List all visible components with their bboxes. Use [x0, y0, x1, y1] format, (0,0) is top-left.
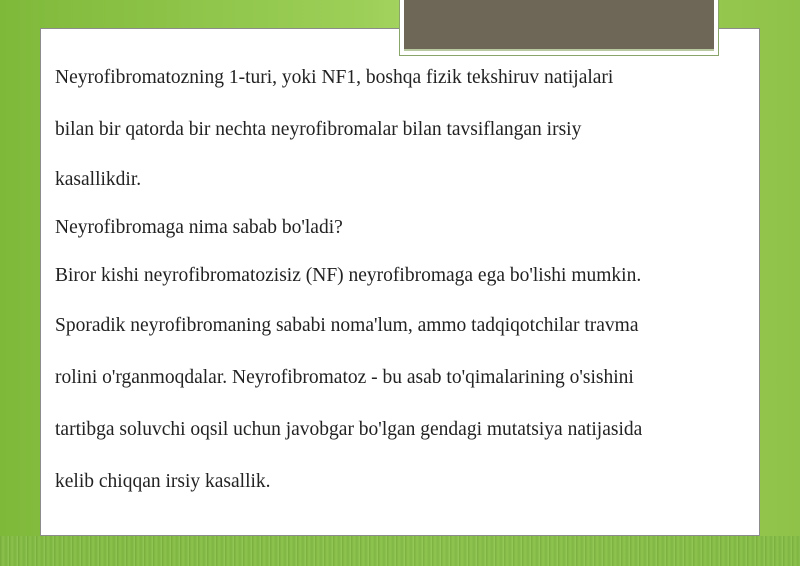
title-bar [404, 0, 714, 51]
text-line-5: Biror kishi neyrofibromatozisiz (NF) neyrofibromaga ega bo'lishi mumkin. [55, 265, 642, 286]
question-heading: Neyrofibromaga nima sabab bo'ladi? [55, 217, 343, 238]
background-bottom-band [0, 536, 800, 566]
text-line-1: Neyrofibromatozning 1-turi, yoki NF1, boshqa fizik tekshiruv natijalari [55, 67, 614, 88]
text-line-8: tartibga soluvchi oqsil uchun javobgar bo'lgan gendagi mutatsiya natijasida [55, 419, 643, 440]
text-line-3: kasallikdir. [55, 169, 142, 190]
body-text [55, 52, 755, 508]
text-line-6: Sporadik neyrofibromaning sababi noma'lum, ammo tadqiqotchilar travma [55, 315, 639, 336]
text-line-9: kelib chiqqan irsiy kasallik. [55, 471, 271, 492]
text-line-2: bilan bir qatorda bir nechta neyrofibromalar bilan tavsiflangan irsiy [55, 119, 582, 140]
text-line-7: rolini o'rganmoqdalar. Neyrofibromatoz - bu asab to'qimalarining o'sishini [55, 367, 634, 388]
title-placeholder [399, 0, 719, 56]
